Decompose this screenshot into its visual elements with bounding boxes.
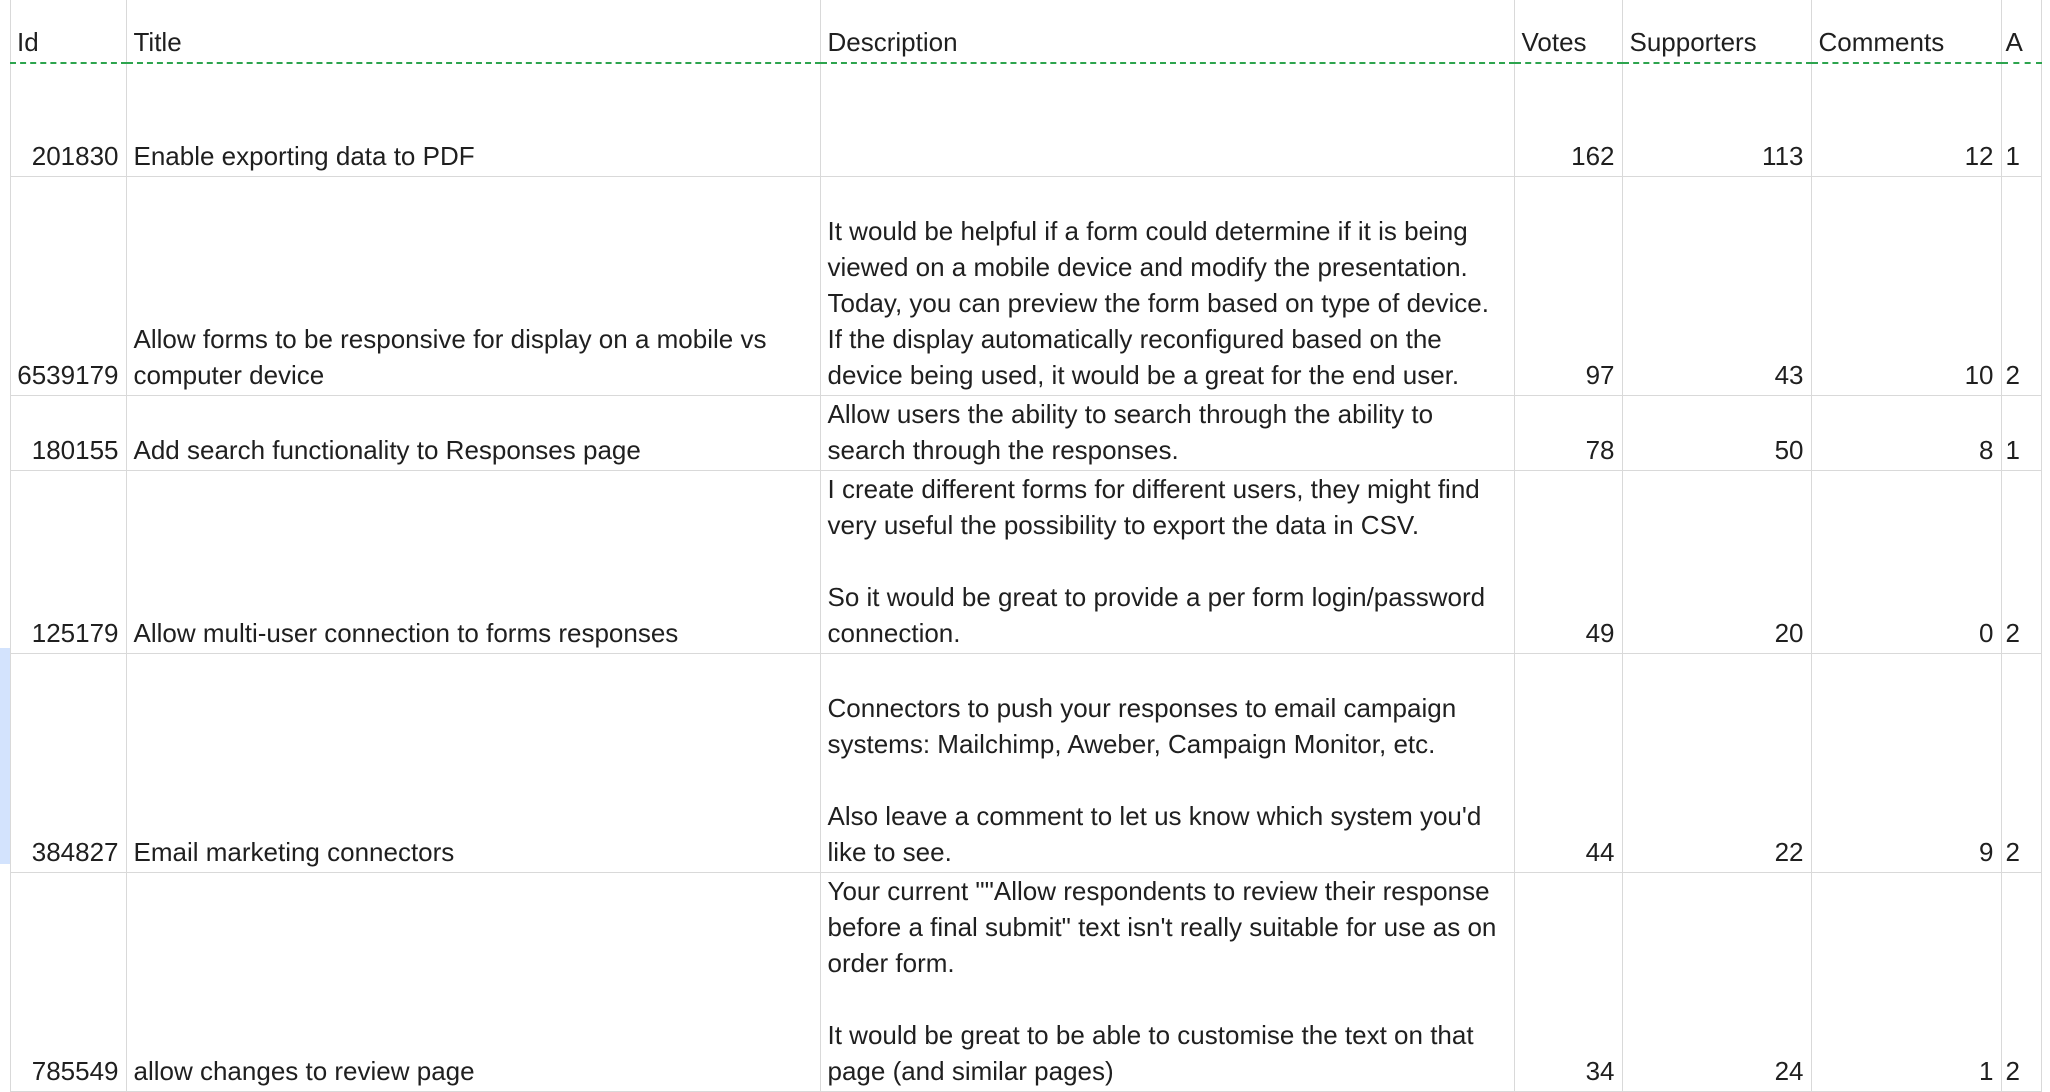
cell-votes[interactable]: 49 [1514, 471, 1622, 654]
cell-supporters[interactable]: 113 [1622, 63, 1811, 177]
cell-id[interactable]: 180155 [10, 396, 126, 471]
cell-description[interactable]: Allow users the ability to search through the ability to search through the responses. [820, 396, 1514, 471]
data-grid [10, 0, 2042, 1092]
cell-comments[interactable]: 0 [1811, 471, 2001, 654]
cell-votes[interactable]: 78 [1514, 396, 1622, 471]
header-cell-supporters[interactable]: Supporters [1622, 0, 1811, 63]
header-cell-id[interactable]: Id [10, 0, 126, 63]
cell-comments[interactable]: 8 [1811, 396, 2001, 471]
cell-id[interactable]: 201830 [10, 63, 126, 177]
cell-title[interactable]: Allow multi-user connection to forms responses [126, 471, 820, 654]
cell-id[interactable]: 384827 [10, 654, 126, 873]
cell-title[interactable]: Allow forms to be responsive for display on a mobile vs computer device [126, 177, 820, 396]
table-row [10, 654, 2041, 873]
cell-extra[interactable]: 1 [2001, 63, 2041, 177]
cell-description[interactable] [820, 63, 1514, 177]
cell-description[interactable]: Your current ""Allow respondents to review their response before a final submit" text isn't really suitable for use as on order form. It would be great to be able to customise the text on that page (and similar pages) [820, 873, 1514, 1092]
cell-votes[interactable]: 44 [1514, 654, 1622, 873]
cell-title[interactable]: Enable exporting data to PDF [126, 63, 820, 177]
header-row [10, 0, 2041, 63]
cell-description[interactable]: I create different forms for different users, they might find very useful the possibility to export the data in CSV. So it would be great to provide a per form login/password connection. [820, 471, 1514, 654]
header-cell-votes[interactable]: Votes [1514, 0, 1622, 63]
cell-extra[interactable]: 2 [2001, 177, 2041, 396]
cell-supporters[interactable]: 22 [1622, 654, 1811, 873]
table-row [10, 873, 2041, 1092]
cell-votes[interactable]: 162 [1514, 63, 1622, 177]
cell-supporters[interactable]: 50 [1622, 396, 1811, 471]
cell-id[interactable]: 125179 [10, 471, 126, 654]
header-cell-description[interactable]: Description [820, 0, 1514, 63]
cell-extra[interactable]: 2 [2001, 873, 2041, 1092]
cell-id[interactable]: 6539179 [10, 177, 126, 396]
table-row [10, 177, 2041, 396]
cell-votes[interactable]: 97 [1514, 177, 1622, 396]
cell-votes[interactable]: 34 [1514, 873, 1622, 1092]
cell-supporters[interactable]: 20 [1622, 471, 1811, 654]
cell-title[interactable]: allow changes to review page [126, 873, 820, 1092]
header-cell-comments[interactable]: Comments [1811, 0, 2001, 63]
table-row [10, 396, 2041, 471]
cell-id[interactable]: 785549 [10, 873, 126, 1092]
header-cell-extra[interactable]: A [2001, 0, 2041, 63]
cell-comments[interactable]: 10 [1811, 177, 2001, 396]
row-selection-indicator [0, 648, 10, 864]
header-cell-title[interactable]: Title [126, 0, 820, 63]
cell-title[interactable]: Email marketing connectors [126, 654, 820, 873]
table-row [10, 63, 2041, 177]
cell-supporters[interactable]: 43 [1622, 177, 1811, 396]
cell-comments[interactable]: 1 [1811, 873, 2001, 1092]
cell-extra[interactable]: 1 [2001, 396, 2041, 471]
cell-comments[interactable]: 9 [1811, 654, 2001, 873]
cell-comments[interactable]: 12 [1811, 63, 2001, 177]
cell-description[interactable]: It would be helpful if a form could determine if it is being viewed on a mobile device and modify the presentation. Today, you can preview the form based on type of device. If the display automatically reconfigured based on the device being used, it would be a great for the end user. [820, 177, 1514, 396]
cell-description[interactable]: Connectors to push your responses to email campaign systems: Mailchimp, Aweber, Campaign Monitor, etc. Also leave a comment to let us know which system you'd like to see. [820, 654, 1514, 873]
cell-extra[interactable]: 2 [2001, 471, 2041, 654]
cell-supporters[interactable]: 24 [1622, 873, 1811, 1092]
table-row [10, 471, 2041, 654]
cell-extra[interactable]: 2 [2001, 654, 2041, 873]
cell-title[interactable]: Add search functionality to Responses page [126, 396, 820, 471]
